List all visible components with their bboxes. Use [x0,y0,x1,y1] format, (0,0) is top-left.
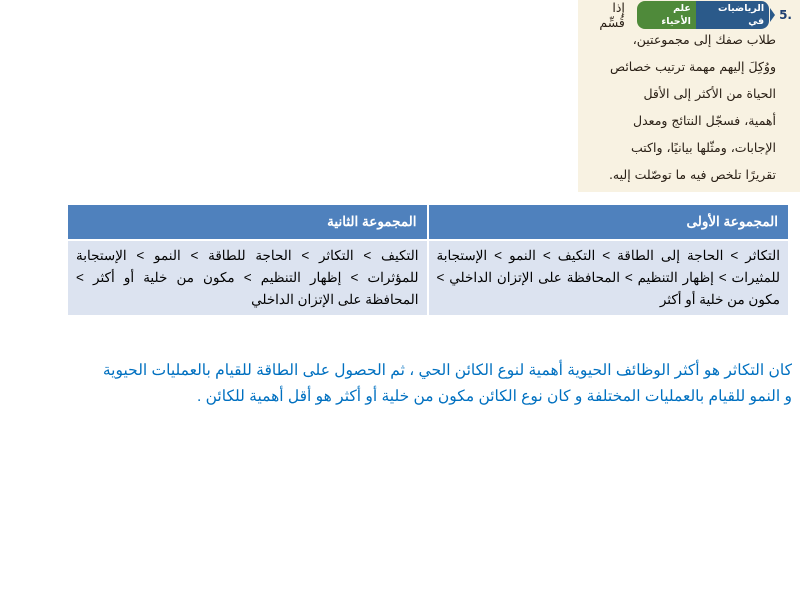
excerpt-line: الإجابات، ومثّلها بيانيًا، واكتب [630,140,776,155]
answer-line: و النمو للقيام بالعمليات المختلفة و كان نوع الكائن مكون من خلية أو أكثر هو أقل أهمية للكائن . [197,388,792,405]
excerpt-line: أهمية، فسجّل النتائج ومعدل [633,113,776,128]
tag-math: الرياضيات في [696,1,769,29]
cell-group-two: التكيف > التكاثر > الحاجة للطاقة > النمو > الإستجابة للمؤثرات > إظهار التنظيم > مكون من خلية أو أكثر > المحافظة على الإتزان الداخلي [67,240,428,315]
textbook-excerpt [578,0,800,192]
table-row [67,240,788,315]
excerpt-line: الحياة من الأكثر إلى الأقل [643,86,776,101]
header-group-two: المجموعة الثانية [67,205,428,240]
answer-line: كان التكاثر هو أكثر الوظائف الحيوية أهمية لنوع الكائن الحي ، ثم الحصول على الطاقة للقيام بالعمليات الحيوية [102,362,792,379]
table-header-row [67,205,788,240]
answer-paragraph [8,358,792,410]
subject-tag [637,1,775,29]
groups-table [66,205,788,315]
excerpt-header [584,0,792,30]
header-group-one: المجموعة الأولى [428,205,789,240]
tag-arrow-icon [770,8,775,22]
excerpt-line: طلاب صفك إلى مجموعتين، [632,32,776,47]
excerpt-first-line: إذا قُسِّم [599,0,625,30]
excerpt-line: ووُكِلَ إليهم مهمة ترتيب خصائص [610,59,776,74]
excerpt-line: تقريرًا تلخص فيه ما توصّلت إليه. [608,167,776,182]
tag-biology: علم الأحياء [637,1,696,29]
question-number: 5. [779,8,792,22]
cell-group-one: التكاثر > الحاجة إلى الطاقة > التكيف > النمو > الإستجابة للمثيرات > إظهار التنظيم > المحافظة على الإتزان الداخلي > مكون من خلية أو أكثر [428,240,789,315]
